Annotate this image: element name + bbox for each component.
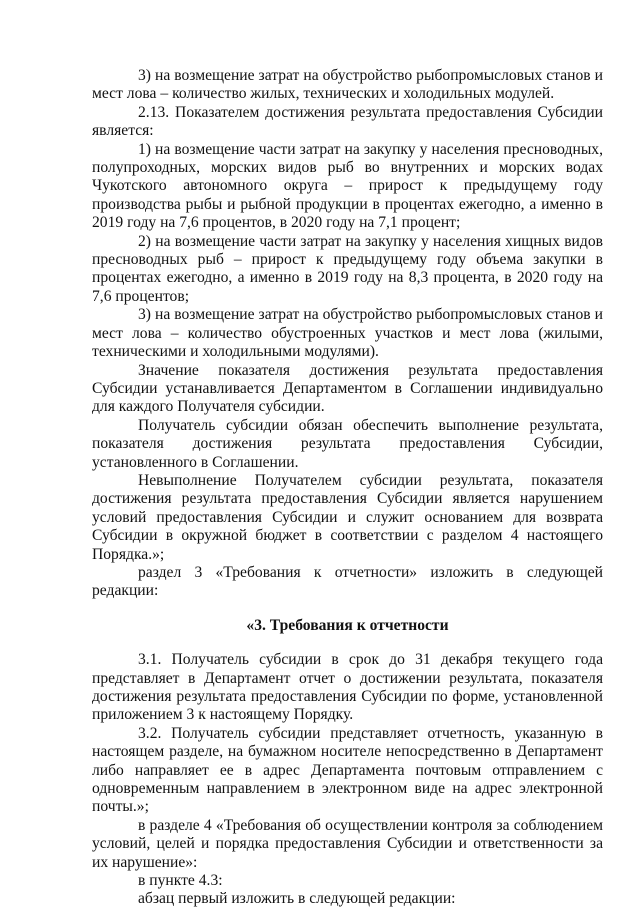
paragraph: 2.13. Показателем достижения результата предоставления Субсидии является: [92, 103, 603, 140]
paragraph: 1) на возмещение части затрат на закупку у населения пресноводных, полупроходных, морских видов рыб во внутренних и морских водах Чукотского автономного округа – прирост к предыдущему году производства рыбы и рыбной продукции в процентах ежегодно, а именно в 2019 году на 7,6 процентов, в 2020 году на 7,1 процент; [92, 140, 603, 232]
paragraph: 3.2. Получатель субсидии представляет отчетность, указанную в настоящем разделе, на бумажном носителе непосредственно в Департамент либо направляет ее в адрес Департамента почтовым отправлением с одновременным направлением в электронном виде на адрес электронной почты.»; [92, 724, 603, 816]
paragraph: Невыполнение Получателем субсидии результата, показателя достижения результата предоставления Субсидии является нарушением условий предоставления Субсидии и служит основанием для возврата Субсидии в окружной бюджет в соответствии с разделом 4 настоящего Порядка.»; [92, 471, 603, 563]
paragraph: раздел 3 «Требования к отчетности» изложить в следующей редакции: [92, 563, 603, 600]
paragraph: абзац первый изложить в следующей редакции: [138, 890, 456, 908]
document-body [92, 67, 603, 909]
paragraph: в разделе 4 «Требования об осуществлении контроля за соблюдением условий, целей и порядка предоставления Субсидии и ответственности за их нарушение»: [92, 816, 603, 871]
paragraph: Значение показателя достижения результата предоставления Субсидии устанавливается Департаментом в Соглашении индивидуально для каждого Получателя субсидии. [92, 361, 603, 416]
paragraph: в пункте 4.3: [138, 872, 223, 890]
paragraph: 3) на возмещение затрат на обустройство рыбопромысловых станов и мест лова – количество обустроенных участков и мест лова (жилыми, техническими и холодильными модулями). [92, 306, 603, 361]
paragraph: 3) на возмещение затрат на обустройство рыбопромысловых станов и мест лова – количество жилых, технических и холодильных модулей. [92, 67, 603, 103]
paragraph: 3.1. Получатель субсидии в срок до 31 декабря текущего года представляет в Департамент отчет о достижении результата, показателя достижения результата предоставления Субсидии по форме, установленной приложением 3 к настоящему Порядку. [92, 651, 603, 724]
paragraph: Получатель субсидии обязан обеспечить выполнение результата, показателя достижения результата предоставления Субсидии, установленного в Соглашении. [92, 416, 603, 471]
section-heading: «3. Требования к отчетности [246, 616, 449, 634]
paragraph: 2) на возмещение части затрат на закупку у населения хищных видов пресноводных рыб – прирост к предыдущему году объема закупки в процентах ежегодно, а именно в 2019 году на 8,3 процента, в 2020 году на 7,6 процентов; [92, 232, 603, 305]
